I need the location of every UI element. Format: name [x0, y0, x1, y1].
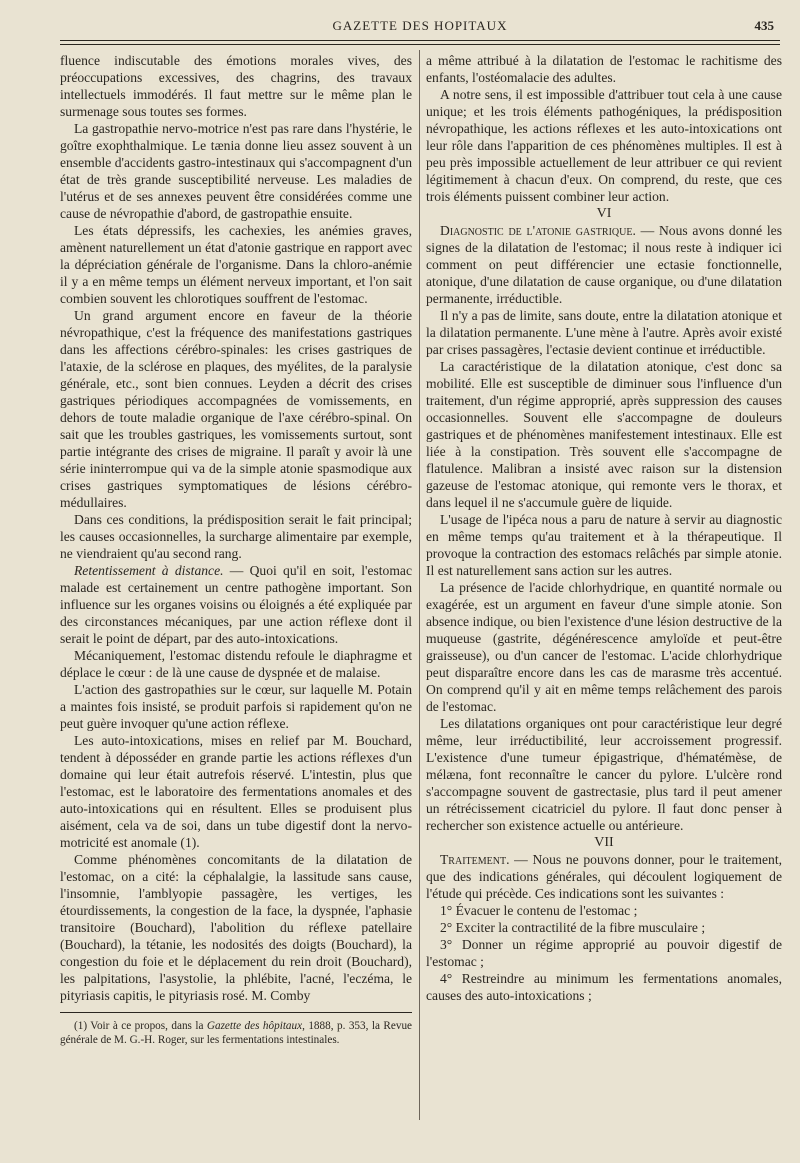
running-title: GAZETTE DES HOPITAUX	[332, 18, 508, 33]
header-rule-thin	[60, 44, 780, 45]
paragraph: Les états dépressifs, les cachexies, les anémies graves, amènent naturellement un état d'atonie gastrique en rapport avec la dépréciation générale de l'organisme. Dans la chloro-anémie il y a en même temps un élément nerveux important, et l'on sait combien souvent les chlorotiques souffrent de l'estomac.	[60, 223, 412, 306]
list-item: 1° Évacuer le contenu de l'estomac ;	[440, 903, 638, 918]
paragraph: fluence indiscutable des émotions morales vives, des préoccupations excessives, des chagrins, des travaux intellectuels immodérés. Il faut mettre sur le même plan le surmenage sous toutes ses formes.	[60, 53, 412, 119]
footnote-rule	[60, 1012, 412, 1013]
footnote-text: , 1888, p. 353, la Revue générale de M. G.-H. Roger, sur les fermentations intestinales.	[60, 1020, 412, 1046]
paragraph: Dans ces conditions, la prédisposition serait le fait principal; les causes occasionnelles, la surcharge alimentaire par exemple, ne viendraient qu'au second rang.	[60, 512, 412, 561]
paragraph: Il n'y a pas de limite, sans doute, entre la dilatation atonique et la dilatation permanente. L'une mène à l'autre. Après avoir existé par crises passagères, l'ectasie devient continue et irréductible.	[426, 308, 782, 357]
paragraph: L'usage de l'ipéca nous a paru de nature à servir au diagnostic en même temps qu'au traitement et à la thérapeutique. Il provoque la contraction des estomacs relâchés par simple atonie. Il est naturellement sans action sur les autres.	[426, 512, 782, 578]
paragraph-heading: Traitement.	[440, 852, 510, 867]
paragraph: Les auto-intoxications, mises en relief par M. Bouchard, tendent à déposséder en grande partie les actions réflexes d'un domaine qui leur était autrefois réservé. L'intestin, plus que l'estomac, est le laboratoire des fermentations anomales et des auto-intoxications qui en résultent. Elles se produisent plus aisément, cela va de soi, dans un tube digestif dont la nervo-motricité est anomale (1).	[60, 733, 412, 850]
list-item: 4° Restreindre au minimum les fermentations anomales, causes des auto-intoxications ;	[426, 971, 782, 1003]
paragraph-text: — Nous avons donné les signes de la dilatation de l'estomac; il nous reste à indiquer ici comment on peut différencier une ectasie fonctionnelle, atonique, d'une dilatation de cause organique, ou d'une dilatation permanente, irréductible.	[426, 223, 782, 306]
paragraph-diagnostic	[426, 222, 782, 307]
list-item: 2° Exciter la contractilité de la fibre musculaire ;	[440, 920, 706, 935]
paragraph: La caractéristique de la dilatation atonique, c'est donc sa mobilité. Elle est susceptible de diminuer sous l'influence d'un traitement, d'un régime approprié, après suppression des causes occasionnelles. Souvent elle s'accompagne de douleurs gastriques et de phénomènes manifestement intestinaux. Elle est liée à la constipation. Très souvent elle s'accompagne de flatulence. Malibran a insisté avec raison sur la distension gazeuse de l'estomac atonique, qui remonte vers le thorax, et dans lequel il ne s'accumule guère de liquide.	[426, 359, 782, 510]
page-header	[60, 16, 780, 40]
paragraph-heading: Retentissement à distance.	[74, 563, 224, 578]
paragraph: Comme phénomènes concomitants de la dilatation de l'estomac, on a cité: la céphalalgie, la lassitude sans cause, l'insomnie, l'amblyopie passagère, les vertiges, les étourdissements, la congestion de la face, la dyspnée, l'aphasie transitoire (Bouchard), l'abolition du réflexe patellaire (Bouchard), la tétanie, les nodosités des doigts (Bouchard), la congestion du foie et le déplacement du rein droit (Bouchard), les palpitations, l'asystolie, la phlébite, l'acné, l'eczéma, le pityriasis capitis, le pityriasis rosé. M. Comby	[60, 852, 412, 1003]
paragraph: A notre sens, il est impossible d'attribuer tout cela à une cause unique; et les trois éléments pathogéniques, la prédisposition névropathique, les actions réflexes et les auto-intoxications ont leur rôle dans l'apparition de ces phénomènes multiples. Il est à peu près impossible actuellement de leur attribuer ce qui revient légitimement à chacun d'eux. On comprend, du reste, que ces trois éléments puissent combiner leur action.	[426, 87, 782, 204]
paragraph: Mécaniquement, l'estomac distendu refoule le diaphragme et déplace le cœur : de là une cause de dyspnée et de malaise.	[60, 648, 412, 680]
header-rule-thick	[60, 40, 780, 41]
paragraph: La présence de l'acide chlorhydrique, en quantité normale ou exagérée, est un argument en faveur d'une simple atonie. Son absence indique, ou bien l'existence d'une lésion destructive de la muqueuse (gastrite, dégénérescence amyloïde et peut-être graisseuse), ou d'un cancer de l'estomac. L'acide chlorhydrique peut disparaître encore dans les cas de marasme très accentué. On comprend qu'il y ait en même temps relâchement des parois de l'estomac.	[426, 580, 782, 714]
paragraph-traitement	[426, 851, 782, 902]
section-number: VII	[594, 835, 614, 850]
right-column	[426, 52, 782, 1004]
column-divider	[419, 50, 420, 1120]
paragraph: a même attribué à la dilatation de l'estomac le rachitisme des enfants, l'ostéomalacie des adultes.	[426, 53, 782, 85]
page-number: 435	[754, 18, 774, 33]
paragraph-text: — Nous ne pouvons donner, pour le traitement, que des indications générales, qui découlent logiquement de l'étude qui précède. Ces indications sont les suivantes :	[426, 852, 782, 901]
paragraph: Les dilatations organiques ont pour caractéristique leur degré même, leur irréductibilité, leur accroissement progressif. L'existence d'une tumeur épigastrique, d'hématémèse, de mélæna, font reconnaître le cancer du pylore. L'ulcère rond s'accompagne souvent de gastrectasie, plus tard il peut amener un rétrécissement cicatriciel du pylore. Il faut donc penser à rechercher son existence actuelle ou antérieure.	[426, 716, 782, 833]
paragraph: L'action des gastropathies sur le cœur, sur laquelle M. Potain a maintes fois insisté, se produit parfois si rapidement qu'on ne peut guère invoquer qu'une action réflexe.	[60, 682, 412, 731]
footnote-text: (1) Voir à ce propos, dans la	[74, 1020, 207, 1032]
list-item: 3° Donner un régime approprié au pouvoir digestif de l'estomac ;	[426, 937, 782, 969]
paragraph: La gastropathie nervo-motrice n'est pas rare dans l'hystérie, le goître exophthalmique. Le tænia donne lieu assez souvent à un ensemble d'accidents gastro-intestinaux qui s'accompagnent d'un état de très grande susceptibilité nerveuse. Les maladies de l'utérus et de ses annexes peuvent être considérées comme une cause de névropathie d'abord, de gastropathie ensuite.	[60, 121, 412, 221]
footnote	[60, 1019, 412, 1047]
paragraph: Un grand argument encore en faveur de la théorie névropathique, c'est la fréquence des manifestations gastriques dans les affections cérébro-spinales: les crises gastriques de l'ataxie, de la sclérose en plaques, des myélites, de la paralysie générale, etc., sont bien connues. Leyden a décrit des crises gastriques périodiques accompagnées de vomissements, en dehors de toute maladie organique de l'axe cérébro-spinal. On sait que les troubles gastriques, les vomissements surtout, sont partie intégrante des crises de migraine. Il paraît y avoir là une série ininterrompue qui va de la simple atonie spasmodique aux crises gastriques symptomatiques de lésions cérébro-médullaires.	[60, 308, 412, 510]
paragraph-text: — Quoi qu'il en soit, l'estomac malade est certainement un centre pathogène important. Son influence sur les organes voisins ou éloignés a été expliquée par des circonstances mécaniques, par une action réflexe dont il serait le point de départ, par des auto-intoxications.	[60, 563, 412, 646]
footnote-journal: Gazette des hôpitaux	[206, 1020, 303, 1032]
left-column	[60, 52, 412, 1047]
paragraph-heading: Diagnostic de l'atonie gastrique.	[440, 223, 636, 238]
section-number: VI	[596, 206, 612, 221]
paragraph-retentissement	[60, 562, 412, 647]
